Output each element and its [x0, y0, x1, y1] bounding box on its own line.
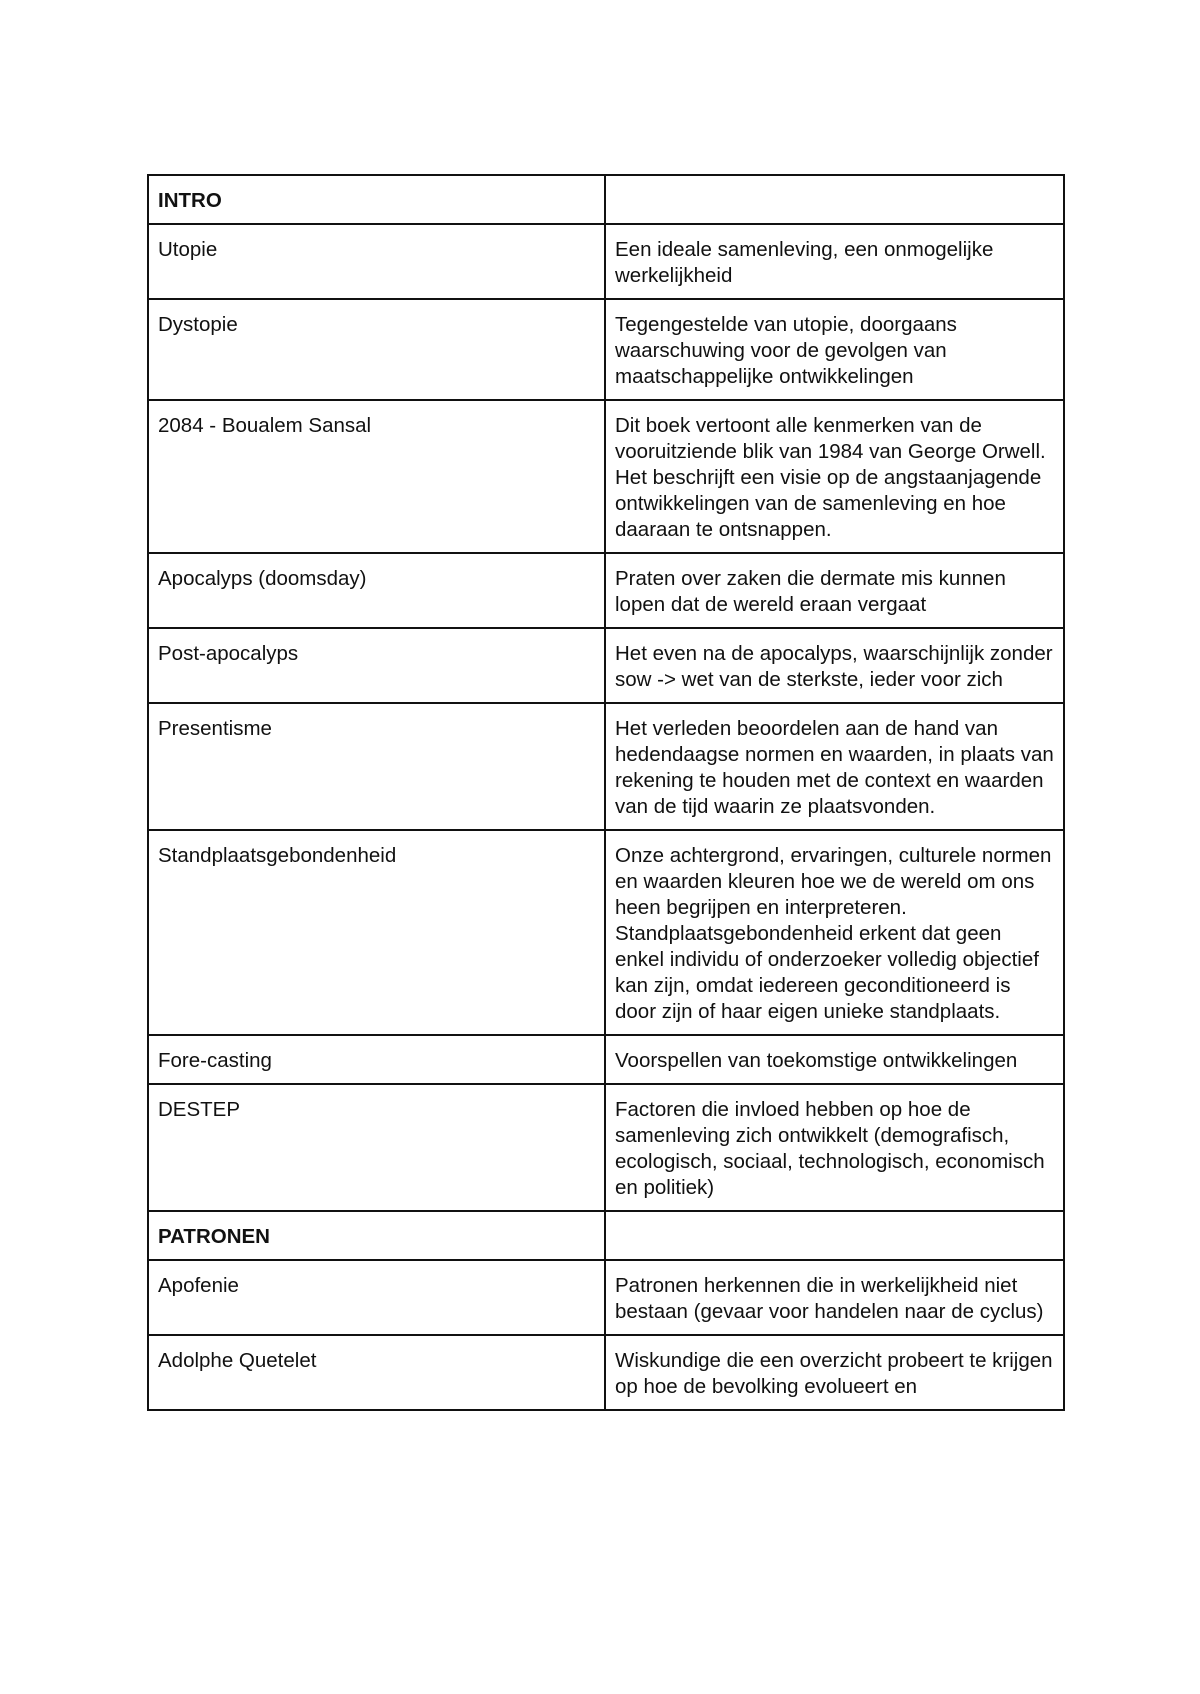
term-cell: Adolphe Quetelet	[148, 1335, 605, 1410]
table-row	[148, 703, 1064, 830]
glossary-body	[148, 175, 1064, 1410]
term-cell: Presentisme	[148, 703, 605, 830]
table-row	[148, 830, 1064, 1035]
section-title: PATRONEN	[148, 1211, 605, 1260]
section-definition	[605, 1211, 1064, 1260]
term-cell: Utopie	[148, 224, 605, 299]
term-cell: Dystopie	[148, 299, 605, 400]
term-cell: Fore-casting	[148, 1035, 605, 1084]
definition-cell: Onze achtergrond, ervaringen, culturele normen en waarden kleuren hoe we de wereld om ons heen begrijpen en interpreteren. Standplaatsgebondenheid erkent dat geen enkel individu of onderzoeker volledig objectief kan zijn, omdat iedereen geconditioneerd is door zijn of haar eigen unieke standplaats.	[605, 830, 1064, 1035]
table-row	[148, 628, 1064, 703]
definition-cell: Praten over zaken die dermate mis kunnen lopen dat de wereld eraan vergaat	[605, 553, 1064, 628]
table-row	[148, 1035, 1064, 1084]
definition-cell: Het verleden beoordelen aan de hand van hedendaagse normen en waarden, in plaats van rekening te houden met de context en waarden van de tijd waarin ze plaatsvonden.	[605, 703, 1064, 830]
definition-cell: Wiskundige die een overzicht probeert te krijgen op hoe de bevolking evolueert en	[605, 1335, 1064, 1410]
section-definition	[605, 175, 1064, 224]
term-cell: DESTEP	[148, 1084, 605, 1211]
definition-cell: Een ideale samenleving, een onmogelijke werkelijkheid	[605, 224, 1064, 299]
term-cell: Standplaatsgebondenheid	[148, 830, 605, 1035]
table-row	[148, 299, 1064, 400]
section-title: INTRO	[148, 175, 605, 224]
definition-cell: Tegengestelde van utopie, doorgaans waarschuwing voor de gevolgen van maatschappelijke ontwikkelingen	[605, 299, 1064, 400]
glossary-table	[147, 174, 1065, 1411]
section-row	[148, 175, 1064, 224]
section-row	[148, 1211, 1064, 1260]
term-cell: Post-apocalyps	[148, 628, 605, 703]
table-row	[148, 1260, 1064, 1335]
term-cell: Apocalyps (doomsday)	[148, 553, 605, 628]
table-row	[148, 1335, 1064, 1410]
definition-cell: Dit boek vertoont alle kenmerken van de vooruitziende blik van 1984 van George Orwell. Het beschrijft een visie op de angstaanjagende ontwikkelingen van de samenleving en hoe daaraan te ontsnappen.	[605, 400, 1064, 553]
definition-cell: Het even na de apocalyps, waarschijnlijk zonder sow -> wet van de sterkste, ieder voor zich	[605, 628, 1064, 703]
term-cell: Apofenie	[148, 1260, 605, 1335]
definition-cell: Factoren die invloed hebben op hoe de samenleving zich ontwikkelt (demografisch, ecologisch, sociaal, technologisch, economisch en politiek)	[605, 1084, 1064, 1211]
term-cell: 2084 - Boualem Sansal	[148, 400, 605, 553]
table-row	[148, 400, 1064, 553]
definition-cell: Voorspellen van toekomstige ontwikkelingen	[605, 1035, 1064, 1084]
table-row	[148, 224, 1064, 299]
table-row	[148, 1084, 1064, 1211]
definition-cell: Patronen herkennen die in werkelijkheid niet bestaan (gevaar voor handelen naar de cyclus)	[605, 1260, 1064, 1335]
table-row	[148, 553, 1064, 628]
